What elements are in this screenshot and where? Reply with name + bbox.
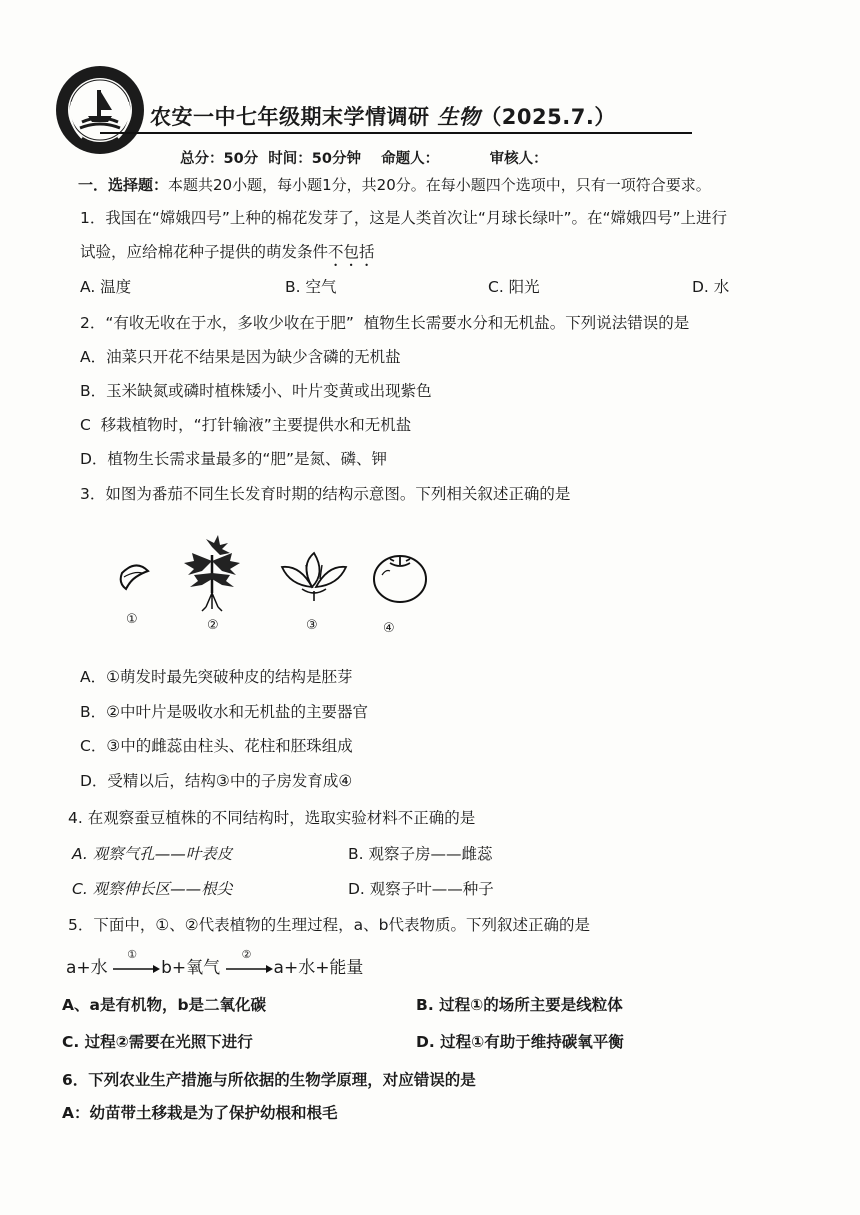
title-prefix: 农安一中七年级期末学情调研 bbox=[150, 105, 430, 129]
q5-option-b: B. 过程①的场所主要是线粒体 bbox=[416, 996, 623, 1014]
q2-option-b: B．玉米缺氮或磷时植株矮小、叶片变黄或出现紫色 bbox=[80, 382, 432, 400]
tomato-drawing bbox=[374, 556, 426, 602]
q4-option-a: A. 观察气孔——叶表皮 bbox=[72, 845, 233, 863]
q1-line2 bbox=[80, 240, 375, 270]
school-logo bbox=[52, 62, 148, 158]
q2-stem: 2．“有收无收在于水，多收少收在于肥” 植物生长需要水分和无机盐。下列说法错误的是 bbox=[80, 314, 690, 332]
q1-line1: 1．我国在“嫦娥四号”上种的棉花发芽了，这是人类首次让“月球长绿叶”。在“嫦娥四号”上进行 bbox=[80, 209, 728, 227]
section-label: 一．选择题： bbox=[78, 176, 169, 194]
eq-reactants: a+水 bbox=[66, 958, 108, 978]
flower-drawing bbox=[282, 553, 346, 601]
q5-option-d: D. 过程①有助于维持碳氧平衡 bbox=[416, 1033, 624, 1051]
eq-arrow-1-label: ① bbox=[127, 948, 137, 961]
title-underline bbox=[100, 132, 692, 134]
q1-option-a: A. 温度 bbox=[80, 278, 132, 296]
section-header bbox=[78, 174, 711, 195]
section-text: 本题共20小题，每小题1分，共20分。在每小题四个选项中，只有一项符合要求。 bbox=[168, 176, 711, 194]
eq-middle: b+氧气 bbox=[161, 958, 221, 978]
figure-label-4: ④ bbox=[383, 621, 395, 636]
q1-line2-text: 试验，应给棉花种子提供的萌发条件 bbox=[80, 243, 329, 261]
figure-label-2: ② bbox=[207, 618, 219, 633]
q1-option-c: C. 阳光 bbox=[488, 278, 540, 296]
q5-option-c: C. 过程②需要在光照下进行 bbox=[62, 1033, 253, 1051]
q3-option-d: D．受精以后，结构③中的子房发育成④ bbox=[80, 772, 353, 790]
seed-drawing bbox=[121, 565, 148, 589]
q6-stem: 6．下列农业生产措施与所依据的生物学原理，对应错误的是 bbox=[62, 1071, 476, 1089]
q3-option-a: A．①萌发时最先突破种皮的结构是胚芽 bbox=[80, 668, 353, 686]
q4-option-c: C. 观察伸长区——根尖 bbox=[72, 880, 233, 898]
q4-option-d: D. 观察子叶——种子 bbox=[348, 880, 494, 898]
q2-option-a: A．油菜只开花不结果是因为缺少含磷的无机盐 bbox=[80, 348, 401, 366]
title-date: （2025.7.） bbox=[480, 105, 616, 129]
q4-option-b: B. 观察子房——雌蕊 bbox=[348, 845, 493, 863]
q2-option-c: C 移栽植物时，“打针输液”主要提供水和无机盐 bbox=[80, 416, 412, 434]
exam-meta: 总分：50分 时间：50分钟 命题人： 审核人： bbox=[180, 151, 548, 167]
q3-option-b: B．②中叶片是吸收水和无机盐的主要器官 bbox=[80, 703, 369, 721]
q6-option-a: A：幼苗带土移栽是为了保护幼根和根毛 bbox=[62, 1104, 338, 1122]
q1-option-b: B. 空气 bbox=[285, 278, 337, 296]
q3-option-c: C．③中的雌蕊由柱头、花柱和胚珠组成 bbox=[80, 737, 353, 755]
q1-option-d: D. 水 bbox=[692, 278, 730, 296]
eq-arrow-2-label: ② bbox=[241, 948, 252, 961]
eq-products: a+水+能量 bbox=[273, 958, 364, 978]
q1-emphasis: 不包括 bbox=[328, 243, 375, 261]
eq-arrow-2 bbox=[226, 948, 274, 978]
eq-arrow-1 bbox=[113, 948, 161, 978]
page-title bbox=[150, 101, 616, 131]
figure-label-1: ① bbox=[126, 612, 138, 627]
q5-stem: 5．下面中，①、②代表植物的生理过程，a、b代表物质。下列叙述正确的是 bbox=[68, 916, 590, 934]
q5-equation bbox=[66, 948, 364, 978]
q5-option-a: A、a是有机物，b是二氧化碳 bbox=[62, 996, 267, 1014]
seedling-drawing bbox=[184, 535, 240, 611]
q2-option-d: D．植物生长需求量最多的“肥”是氮、磷、钾 bbox=[80, 450, 387, 468]
q4-stem: 4. 在观察蚕豆植株的不同结构时，选取实验材料不正确的是 bbox=[68, 809, 476, 827]
figure-label-3: ③ bbox=[306, 618, 318, 633]
q3-stem: 3．如图为番茄不同生长发育时期的结构示意图。下列相关叙述正确的是 bbox=[80, 485, 571, 503]
title-subject: 生物 bbox=[437, 105, 481, 129]
